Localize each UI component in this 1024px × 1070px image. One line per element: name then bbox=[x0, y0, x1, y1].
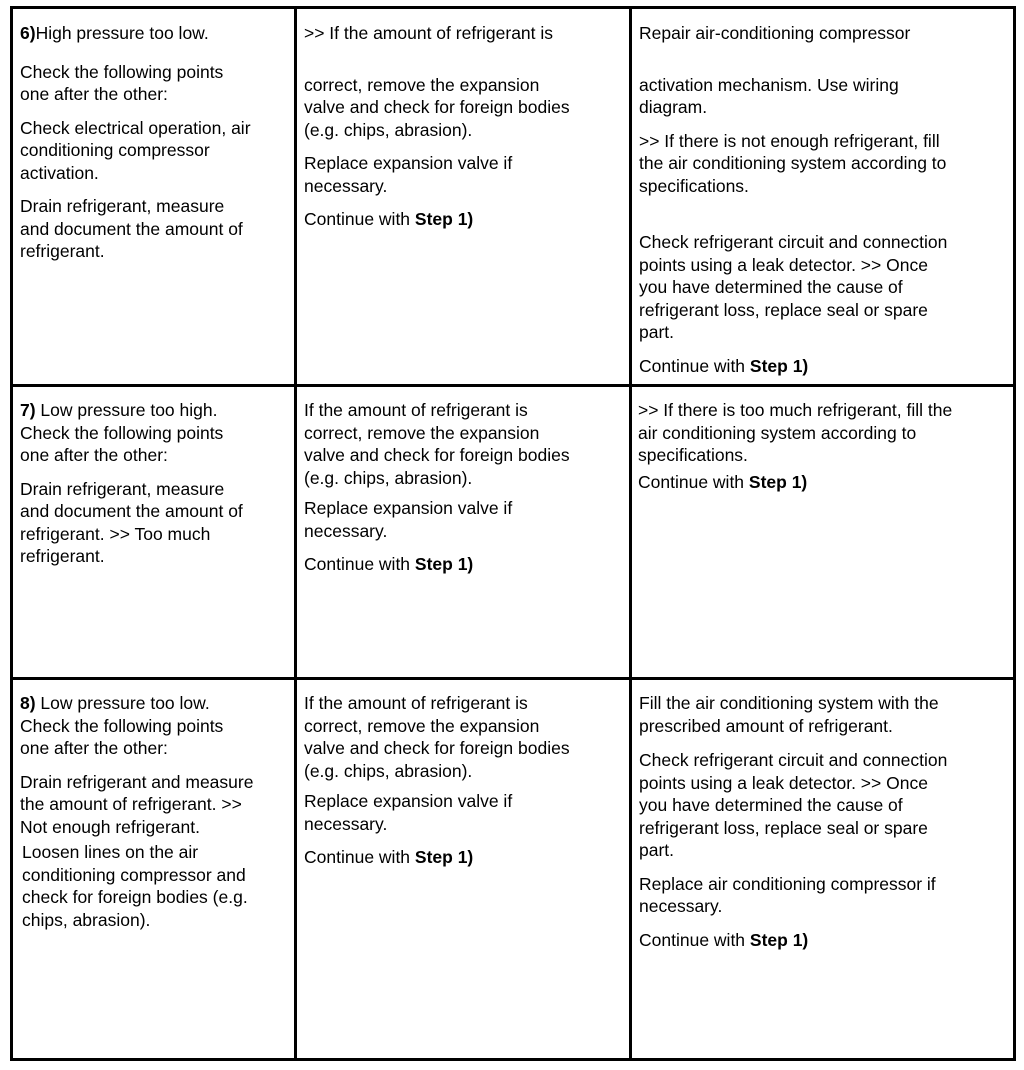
text-line: Not enough refrigerant. bbox=[20, 816, 200, 837]
text-line: part. bbox=[639, 322, 675, 342]
row-7-remedy-cell bbox=[638, 399, 952, 493]
text-line: Drain refrigerant, measure bbox=[20, 478, 225, 499]
row-8-remedy-cell bbox=[639, 692, 947, 951]
row-7-check-cell bbox=[304, 399, 570, 576]
text-line: If the amount of refrigerant is bbox=[304, 400, 528, 420]
text-line: activation. bbox=[20, 162, 99, 183]
text-line: check for foreign bodies (e.g. bbox=[22, 887, 248, 907]
continue-text: Continue with bbox=[638, 471, 749, 492]
text-line: correct, remove the expansion bbox=[304, 715, 540, 736]
row-6-remedy-cell bbox=[639, 22, 947, 377]
text-line: conditioning compressor and bbox=[22, 864, 246, 885]
step-number: 6) bbox=[20, 23, 36, 43]
text-line: correct, remove the expansion bbox=[304, 74, 540, 95]
text-line: valve and check for foreign bodies bbox=[304, 445, 570, 465]
text-line: correct, remove the expansion bbox=[304, 422, 540, 443]
column-divider-2 bbox=[629, 9, 632, 1058]
row-7-symptom-cell bbox=[20, 399, 243, 568]
text-line: you have determined the cause of bbox=[639, 795, 903, 815]
text-line: (e.g. chips, abrasion). bbox=[304, 467, 473, 488]
step-reference: Step 1) bbox=[414, 554, 474, 574]
step-reference: Step 1) bbox=[748, 471, 808, 492]
text-line: >> If there is too much refrigerant, fill the bbox=[638, 400, 953, 420]
step-reference: Step 1) bbox=[749, 355, 809, 376]
text-line: the amount of refrigerant. >> bbox=[20, 794, 242, 814]
text-line: Check the following points bbox=[20, 715, 224, 736]
step-reference: Step 1) bbox=[749, 929, 809, 950]
text-line: If the amount of refrigerant is bbox=[304, 693, 528, 713]
text-line: Replace expansion valve if bbox=[304, 498, 513, 518]
step-reference: Step 1) bbox=[414, 209, 474, 229]
text-line: refrigerant. >> Too much bbox=[20, 523, 211, 544]
text-line: Check refrigerant circuit and connection bbox=[639, 750, 948, 770]
text-line: Repair air-conditioning compressor bbox=[639, 23, 911, 43]
row-6-symptom-cell bbox=[20, 22, 251, 263]
text-line: points using a leak detector. >> Once bbox=[639, 254, 928, 275]
row-8-check-cell bbox=[304, 692, 570, 869]
column-divider-1 bbox=[294, 9, 297, 1058]
text-line: Loosen lines on the air bbox=[22, 842, 199, 862]
continue-text: Continue with bbox=[304, 209, 415, 229]
text-line: Drain refrigerant and measure bbox=[20, 771, 254, 792]
row-divider-2 bbox=[13, 677, 1013, 680]
text-line: air conditioning system according to bbox=[638, 422, 917, 443]
text-line: necessary. bbox=[304, 175, 388, 196]
symptom-title: High pressure too low. bbox=[35, 23, 209, 43]
text-line: Check the following points bbox=[20, 61, 224, 82]
text-line: Check the following points bbox=[20, 422, 224, 443]
text-line: necessary. bbox=[304, 813, 388, 834]
text-line: part. bbox=[639, 840, 675, 860]
text-line: (e.g. chips, abrasion). bbox=[304, 119, 473, 140]
text-line: one after the other: bbox=[20, 445, 168, 465]
text-line: and document the amount of bbox=[20, 501, 243, 521]
text-line: specifications. bbox=[638, 445, 748, 465]
text-line: Replace expansion valve if bbox=[304, 791, 513, 811]
continue-text: Continue with bbox=[639, 355, 750, 376]
row-6-check-cell bbox=[304, 22, 570, 231]
text-line: valve and check for foreign bodies bbox=[304, 97, 570, 117]
text-line: points using a leak detector. >> Once bbox=[639, 772, 928, 793]
text-line: refrigerant loss, replace seal or spare bbox=[639, 817, 928, 838]
text-line: refrigerant loss, replace seal or spare bbox=[639, 299, 928, 320]
symptom-title: Low pressure too low. bbox=[35, 693, 210, 713]
text-line: conditioning compressor bbox=[20, 140, 210, 160]
row-divider-1 bbox=[13, 384, 1013, 387]
text-line: necessary. bbox=[304, 520, 388, 541]
continue-text: Continue with bbox=[304, 847, 415, 867]
text-line: Check refrigerant circuit and connection bbox=[639, 232, 948, 252]
text-line: Check electrical operation, air bbox=[20, 117, 251, 138]
step-number: 7) bbox=[20, 400, 36, 420]
text-line: >> If the amount of refrigerant is bbox=[304, 23, 554, 43]
text-line: specifications. bbox=[639, 175, 749, 196]
text-line: activation mechanism. Use wiring bbox=[639, 74, 899, 95]
text-line: Drain refrigerant, measure bbox=[20, 196, 225, 216]
text-line: one after the other: bbox=[20, 84, 168, 104]
text-line: the air conditioning system according to bbox=[639, 153, 947, 173]
text-line: refrigerant. bbox=[20, 241, 105, 261]
text-line: Replace expansion valve if bbox=[304, 153, 513, 173]
text-line: chips, abrasion). bbox=[22, 909, 151, 930]
text-line: and document the amount of bbox=[20, 218, 243, 239]
continue-text: Continue with bbox=[639, 929, 750, 950]
text-line: you have determined the cause of bbox=[639, 277, 903, 297]
text-line: one after the other: bbox=[20, 738, 168, 758]
text-line: valve and check for foreign bodies bbox=[304, 738, 570, 758]
text-line: Replace air conditioning compressor if bbox=[639, 873, 936, 894]
symptom-title: Low pressure too high. bbox=[35, 400, 218, 420]
text-line: >> If there is not enough refrigerant, fill bbox=[639, 130, 940, 151]
text-line: diagram. bbox=[639, 97, 708, 117]
continue-text: Continue with bbox=[304, 554, 415, 574]
text-line: prescribed amount of refrigerant. bbox=[639, 715, 893, 736]
step-number: 8) bbox=[20, 693, 36, 713]
row-8-symptom-cell bbox=[20, 692, 253, 931]
text-line: (e.g. chips, abrasion). bbox=[304, 760, 473, 781]
text-line: necessary. bbox=[639, 896, 723, 916]
text-line: refrigerant. bbox=[20, 546, 105, 566]
step-reference: Step 1) bbox=[414, 847, 474, 867]
text-line: Fill the air conditioning system with the bbox=[639, 693, 939, 713]
